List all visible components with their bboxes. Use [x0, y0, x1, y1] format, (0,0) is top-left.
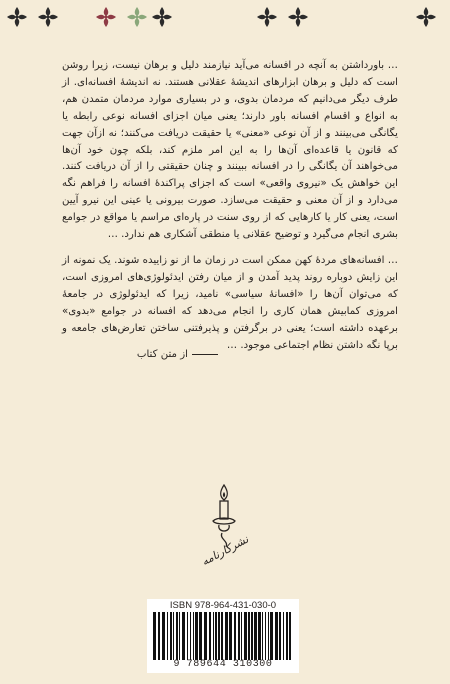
- barcode-bar: [238, 612, 240, 660]
- barcode-bar: [254, 612, 257, 660]
- flower-cross-icon: [287, 6, 309, 28]
- flower-cross-icon: [95, 6, 117, 28]
- em-dash-rule: [192, 354, 218, 355]
- flower-cross-icon: [151, 6, 173, 28]
- flower-cross-icon: [415, 6, 437, 28]
- isbn-label: ISBN 978-964-431-030-0: [169, 600, 277, 611]
- barcode-bar: [265, 612, 266, 660]
- barcode-bar: [241, 612, 242, 660]
- barcode-bar: [218, 612, 220, 660]
- barcode-bar: [289, 612, 291, 660]
- barcode-bar: [221, 612, 223, 660]
- barcode-bar: [179, 612, 180, 660]
- barcode-bar: [195, 612, 198, 660]
- barcode-bar: [193, 612, 194, 660]
- barcode-bar: [270, 612, 273, 660]
- barcode-bar: [215, 612, 217, 660]
- barcode-bar: [258, 612, 261, 660]
- barcode-bar: [262, 612, 263, 660]
- barcode-bar: [158, 612, 160, 660]
- barcode-bar: [170, 612, 172, 660]
- barcode-bar: [251, 612, 253, 660]
- barcode-bar: [204, 612, 207, 660]
- barcode-bar: [248, 612, 250, 660]
- barcode-bar: [234, 612, 236, 660]
- barcode-bar: [190, 612, 191, 660]
- barcode-bar: [286, 612, 288, 660]
- barcode-bar: [182, 612, 185, 660]
- barcode-bar: [162, 612, 165, 660]
- flower-cross-icon: [126, 6, 148, 28]
- back-cover-text: [62, 58, 398, 363]
- barcode-bar: [275, 612, 278, 660]
- barcode-bar: [229, 612, 232, 660]
- barcode-bar: [279, 612, 281, 660]
- barcode-bar: [244, 612, 247, 660]
- barcode-bar: [167, 612, 168, 660]
- barcode-bar: [283, 612, 284, 660]
- quote-paragraph-1: … باورداشتن به آنچه در افسانه می‌آید نیازمند دلیل و برهان نیست، زیرا روشن است که دلیل و برهان ابزارهای اندیشهٔ عقلانی هستند. نه اندیشهٔ افسانه‌ای. از طرف دیگر می‌دانیم که مردمان بدوی، و در بسیاری موارد مردمان متمدن هم، به انواع و اقسام افسانه باور دارند؛ یعنی میان اجزای افسانه نوعی رابطه یا یگانگی می‌بینند و از آن نوعی «معنی» یا حقیقت دریافت می‌کنند؛ نه ازآن جهت که قانون یا قاعده‌ای آن‌ها را به این امر ملزم کند، بلکه چون خود آن‌ها می‌خواهند آن یگانگی را در افسانه ببینند و چنان حقیقتی را از آن دریافت کنند. این خواهش یک «نیروی واقعی» است که اجزای پراکندهٔ افسانه را فراهم نگه می‌دارد و از آن معنی و حقیقت می‌سازد. صورت بیرونی یا عینی این نیرو آیین است، یعنی کار یا کارهایی که از روی سنت در پاره‌ای مراسم یا مواقع در جوامع بشری انجام می‌گیرد و توضیح عقلانی یا منطقی آشکاری هم ندارد. …: [62, 60, 398, 241]
- publisher-name: نشرکارنامه: [199, 532, 251, 569]
- ornament-row: [0, 6, 450, 32]
- flower-cross-icon: [6, 6, 28, 28]
- barcode-bar: [213, 612, 214, 660]
- flower-cross-icon: [37, 6, 59, 28]
- barcode-digits: 9 789644 310300: [173, 659, 273, 670]
- source-label: از متن کتاب: [136, 349, 188, 360]
- quote-paragraph-2: … افسانه‌های مردهٔ کهن ممکن است در زمان ما از نو زاییده شوند. یک نمونه از این زایش دوباره روند پدید آمدن و از میان رفتن ایدئولوژی‌های امروزی است، که می‌توان آن‌ها را «افسانهٔ سیاسی» نامید، زیرا که ایدئولوژی در جامعهٔ امروزی کمابیش همان کاری را انجام می‌دهد که افسانه در جوامع «بدوی» برعهده داشته است؛ یعنی در برگرفتن و پذیرفتنی ساختن تعارض‌های جامعه و برپا نگه داشتن نظام اجتماعی موجود. …: [62, 254, 398, 351]
- barcode-bar: [153, 612, 156, 660]
- barcode-bar: [176, 612, 178, 660]
- barcode-bar: [173, 612, 174, 660]
- barcode-bar: [199, 612, 202, 660]
- barcode: [151, 612, 295, 660]
- isbn-barcode-box: [147, 599, 299, 673]
- barcode-bar: [225, 612, 228, 660]
- barcode-bar: [209, 612, 211, 660]
- source-note: [98, 347, 218, 363]
- flower-cross-icon: [256, 6, 278, 28]
- barcode-bar: [187, 612, 188, 660]
- barcode-bar: [268, 612, 269, 660]
